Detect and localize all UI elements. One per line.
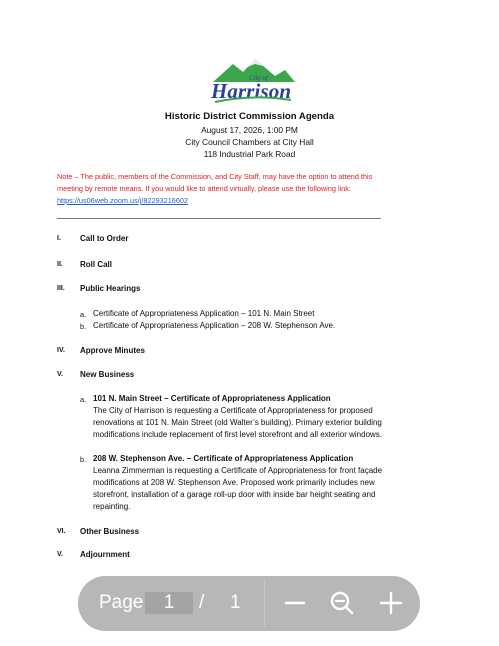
page-number-input[interactable] bbox=[145, 592, 193, 614]
section-label: New Business bbox=[80, 370, 135, 379]
section-number: VI. bbox=[57, 528, 66, 535]
item-letter: a. bbox=[80, 394, 87, 404]
note-line: meeting by remote means. If you would like to attend virtually, please use the following link: bbox=[57, 184, 351, 193]
zoom-in-icon bbox=[377, 589, 405, 617]
zoom-link[interactable]: https://us06web.zoom.us/j/82293216602 bbox=[57, 196, 189, 205]
section-label: Public Hearings bbox=[80, 284, 141, 293]
section-label: Roll Call bbox=[80, 260, 113, 269]
meeting-address: 118 Industrial Park Road bbox=[203, 149, 296, 159]
section-number: V. bbox=[57, 371, 63, 378]
section-number: II. bbox=[57, 261, 63, 268]
item-text: Certificate of Appropriateness Application – 208 W. Stephenson Ave. bbox=[93, 321, 336, 330]
item-description bbox=[93, 465, 458, 513]
item-description bbox=[93, 405, 458, 441]
section-label: Approve Minutes bbox=[80, 346, 145, 355]
meeting-date: August 17, 2026, 1:00 PM bbox=[201, 125, 298, 135]
svg-text:City of: City of bbox=[249, 74, 268, 82]
section-label: Call to Order bbox=[80, 234, 129, 243]
item-letter: a. bbox=[80, 309, 87, 319]
description-line: The City of Harrison is requesting a Certificate of Appropriateness for proposed bbox=[93, 406, 373, 415]
zoom-out-button[interactable] bbox=[281, 589, 309, 617]
section-label: Other Business bbox=[80, 527, 140, 536]
section-number: V. bbox=[57, 551, 63, 558]
toolbar-divider bbox=[264, 581, 265, 626]
item-letter: b. bbox=[80, 454, 87, 464]
divider bbox=[57, 218, 381, 219]
page-label: Page bbox=[99, 592, 144, 613]
section-number: IV. bbox=[57, 347, 65, 354]
zoom-in-button[interactable] bbox=[377, 589, 405, 617]
description-line: renovations at 101 N. Main Street (old Walter’s building). Primary exterior building bbox=[93, 418, 382, 427]
section-number: III. bbox=[57, 285, 65, 292]
zoom-fit-button[interactable] bbox=[328, 589, 356, 617]
meeting-place: City Council Chambers at City Hall bbox=[185, 137, 314, 147]
svg-text:Harrison: Harrison bbox=[211, 79, 291, 103]
note-line: Note – The public, members of the Commission, and City Staff, may have the option to attend this bbox=[57, 172, 373, 181]
item-text: Certificate of Appropriateness Application – 101 N. Main Street bbox=[93, 309, 315, 318]
page-toolbar bbox=[78, 576, 420, 631]
description-line: modifications include replacement of first level storefront and all exterior windows. bbox=[93, 430, 383, 439]
section-label: Adjournment bbox=[80, 550, 130, 559]
zoom-out-icon bbox=[281, 589, 309, 617]
description-line: modifications at 208 W. Stephenson Ave. Proposed work primarily includes new bbox=[93, 478, 375, 487]
city-logo bbox=[205, 56, 297, 106]
total-pages: 1 bbox=[230, 592, 241, 613]
remote-attendance-note bbox=[57, 171, 432, 207]
description-line: repainting. bbox=[93, 502, 131, 511]
item-heading: 101 N. Main Street – Certificate of Appropriateness Application bbox=[93, 394, 331, 403]
page-title: Historic District Commission Agenda bbox=[164, 111, 335, 122]
section-number: I. bbox=[57, 235, 61, 242]
item-heading: 208 W. Stephenson Ave. – Certificate of Appropriateness Application bbox=[93, 454, 354, 463]
description-line: storefront, installation of a garage roll-up door with inside bar height seating and bbox=[93, 490, 376, 499]
description-line: Leanna Zimmerman is requesting a Certificate of Appropriateness for front façade bbox=[93, 466, 383, 475]
zoom-fit-icon bbox=[328, 589, 356, 617]
page-separator: / bbox=[199, 592, 205, 613]
item-letter: b. bbox=[80, 321, 87, 331]
